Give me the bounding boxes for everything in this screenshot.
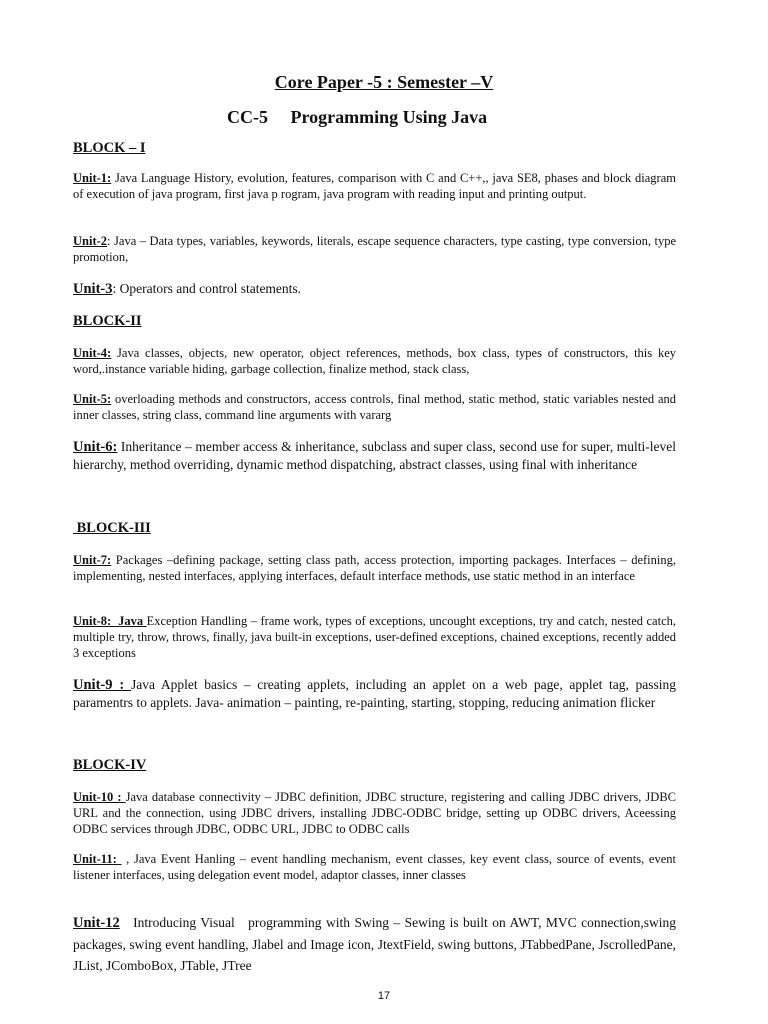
block-heading-1: BLOCK – I	[73, 140, 146, 156]
unit-label: Unit-11:	[73, 852, 122, 866]
unit-6	[73, 438, 676, 474]
unit-label: Unit-8: Java	[73, 614, 147, 628]
unit-8	[73, 613, 676, 661]
unit-text: Java Applet basics – creating applets, including an applet on a web page, applet tag, passing paramentrs to applets. Java- animation – painting, re-painting, starting, stopping, reducing animation flicker	[73, 677, 676, 710]
unit-1	[73, 170, 676, 202]
unit-text: Java database connectivity – JDBC definition, JDBC structure, registering and calling JDBC drivers, JDBC URL and the connection, using JDBC drivers, installing JDBC-ODBC bridge, setting up ODBC drivers, Aceessing ODBC services through JDBC, ODBC URL, JDBC to ODBC calls	[73, 790, 676, 836]
page-title: Core Paper -5 : Semester –V	[274, 72, 494, 92]
unit-4	[73, 345, 676, 377]
unit-7	[73, 552, 676, 584]
unit-text: Introducing Visual programming with Swing – Sewing is built on AWT, MVC connection,swing packages, swing event handling, Jlabel and Image icon, JtextField, swing buttons, JTabbedPane, JscrolledPane, JList, JComboBox, JTable, JTree	[73, 915, 680, 973]
unit-text: Packages –defining package, setting class path, access protection, importing packages. Interfaces – defining, implementing, nested interfaces, applying interfaces, default interface methods, use static method in an interface	[73, 553, 676, 583]
unit-text: : Java – Data types, variables, keywords, literals, escape sequence characters, type casting, type conversion, type promotion,	[73, 234, 676, 264]
unit-label: Unit-12	[73, 915, 120, 931]
unit-5	[73, 391, 676, 423]
unit-label: Unit-9 :	[73, 677, 132, 693]
unit-3	[73, 280, 676, 298]
unit-11	[73, 851, 676, 883]
unit-text: Java Language History, evolution, features, comparison with C and C++,, java SE8, phases and block diagram of execution of java program, first java p rogram, java program with reading input and printing output.	[73, 171, 676, 201]
unit-label: Unit-1:	[73, 171, 112, 185]
unit-text: Inheritance – member access & inheritance, subclass and super class, second use for super, multi-level hierarchy, method overriding, dynamic method dispatching, abstract classes, using final with inheritance	[73, 439, 676, 472]
block-heading-4: BLOCK-IV	[73, 757, 147, 773]
unit-label: Unit-5:	[73, 392, 112, 406]
unit-text: Java classes, objects, new operator, object references, methods, box class, types of constructors, this key word,.instance variable hiding, garbage collection, finalize method, stack class,	[73, 346, 676, 376]
unit-label: Unit-4:	[73, 346, 112, 360]
block-heading-2: BLOCK-II	[73, 313, 142, 329]
block-heading-3: BLOCK-III	[73, 520, 151, 536]
unit-9	[73, 676, 676, 712]
unit-label: Unit-2	[73, 234, 108, 248]
unit-label: Unit-3	[73, 281, 113, 297]
unit-text: overloading methods and constructors, access controls, final method, static method, static variables nested and inner classes, string class, command line arguments with vararg	[73, 392, 676, 422]
unit-2	[73, 233, 676, 265]
unit-text: , Java Event Hanling – event handling mechanism, event classes, key event class, source of events, event listener interfaces, using delegation event model, adaptor classes, inner classes	[73, 852, 676, 882]
unit-label: Unit-10 :	[73, 790, 126, 804]
unit-12	[73, 912, 680, 976]
unit-label: Unit-6:	[73, 439, 118, 455]
course-title: CC-5 Programming Using Java	[227, 107, 488, 127]
unit-label: Unit-7:	[73, 553, 112, 567]
unit-10	[73, 789, 676, 837]
page-number: 17	[377, 990, 391, 1002]
unit-text: Exception Handling – frame work, types of exceptions, uncought exceptions, try and catch, nested catch, multiple try, throw, throws, finally, java built-in exceptions, user-defined exceptions, chained exceptions, recently added 3 exceptions	[73, 614, 676, 660]
unit-text: : Operators and control statements.	[112, 281, 302, 296]
